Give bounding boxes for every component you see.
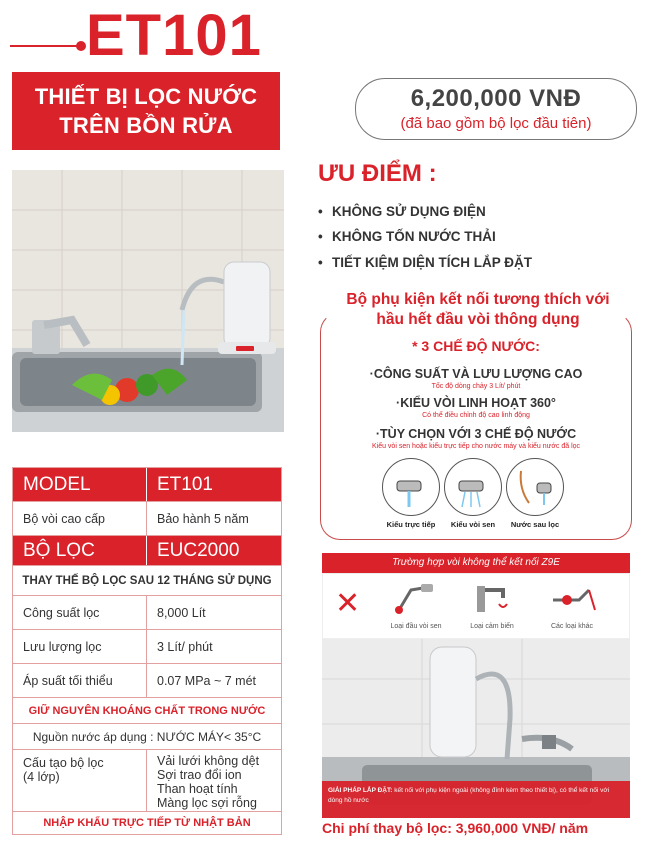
import-note: NHẬP KHẨU TRỰC TIẾP TỪ NHẬT BẢN [43, 817, 251, 829]
filtered-water-icon [506, 458, 564, 516]
product-title-box [12, 72, 280, 150]
bullet-icon: • [318, 255, 323, 270]
price-note: (đã bao gồm bộ lọc đầu tiên) [400, 115, 592, 132]
bullet-icon: • [318, 229, 323, 244]
decorative-line [10, 45, 80, 47]
filter-label: BỘ LỌC [13, 536, 147, 565]
advantages-title: ƯU ĐIỂM : [318, 160, 437, 187]
mode-name: ·TÙY CHỌN VỚI 3 CHẾ ĐỘ NƯỚC [375, 427, 577, 441]
modes-title: * 3 CHẾ ĐỘ NƯỚC: [412, 338, 540, 354]
bullet-icon: • [318, 204, 323, 219]
advantage-item [318, 204, 486, 219]
mode-name: ·KIỂU VÒI LINH HOẠT 360° [396, 396, 556, 410]
table-row [13, 468, 281, 502]
product-photo [12, 170, 284, 432]
shower-head-icon [393, 580, 437, 623]
layer-item: Than hoạt tính [157, 782, 238, 796]
warranty-value: Bảo hành 5 năm [157, 511, 249, 526]
table-row [13, 750, 281, 812]
structure-label [13, 750, 147, 811]
icon-label: Kiểu vòi sen [450, 520, 496, 529]
advantage-item [318, 255, 532, 270]
product-title-line1: THIẾT BỊ LỌC NƯỚC [34, 84, 258, 109]
cross-icon: ✕ [335, 587, 361, 620]
incompatible-icons [322, 573, 630, 639]
icon-label: Nước sau lọc [510, 520, 560, 529]
structure-label-sub: (4 lớp) [23, 770, 60, 784]
model-title: ET101 [86, 3, 262, 68]
advantage-item [318, 229, 496, 244]
mode-desc: Kiểu vòi sen hoặc kiểu trực tiếp cho nước máy và kiểu nước đã lọc [371, 443, 581, 450]
accessory-title-line2: hầu hết đầu vòi thông dụng [376, 311, 580, 328]
price-box [355, 78, 637, 140]
replace-note: THAY THẾ BỘ LỌC SAU 12 THÁNG SỬ DỤNG [22, 574, 272, 587]
solution-text: kết nối với phụ kiện ngoài (không đính kèm theo thiết bị), có thể kết nối với dòng hồ nước [328, 787, 610, 804]
accessory-title [318, 290, 638, 330]
mode-name: ·CÔNG SUẤT VÀ LƯU LƯỢNG CAO [369, 367, 583, 381]
other-faucet-icon [549, 580, 599, 623]
filter-replacement-cost: Chi phí thay bộ lọc: 3,960,000 VNĐ/ năm [322, 820, 589, 836]
product-title-line2: TRÊN BỒN RỬA [59, 113, 233, 138]
solution-label: GIẢI PHÁP LẮP ĐẶT: [328, 787, 393, 794]
table-row [13, 502, 281, 536]
table-row [13, 566, 281, 596]
sensor-faucet-icon [473, 580, 513, 623]
installation-solution [322, 781, 630, 818]
incompatible-title: Trường hợp vòi không thể kết nối Z9E [322, 553, 630, 573]
layer-item: Màng lọc sợi rỗng [157, 796, 257, 810]
faucet-label: Bộ vòi cao cấp [13, 502, 147, 535]
advantage-text: KHÔNG TỐN NƯỚC THẢI [332, 229, 496, 244]
layer-item: Vải lưới không dệt [157, 754, 260, 768]
accessory-title-line1: Bộ phụ kiện kết nối tương thích với [346, 291, 610, 308]
spec-label: Áp suất tối thiểu [13, 664, 147, 697]
filter-value: EUC2000 [157, 539, 240, 561]
spec-table [12, 467, 282, 835]
spec-label: Lưu lượng lọc [13, 630, 147, 663]
advantage-text: TIẾT KIỆM DIỆN TÍCH LẮP ĐẶT [332, 255, 533, 270]
table-row [13, 724, 281, 750]
shower-mode-icon [444, 458, 502, 516]
mineral-note: GIỮ NGUYÊN KHOÁNG CHẤT TRONG NƯỚC [28, 704, 266, 717]
direct-mode-icon [382, 458, 440, 516]
icon-label: Kiểu trực tiếp [386, 520, 436, 529]
structure-layers [147, 750, 281, 811]
structure-label-text: Cấu tạo bộ lọc [23, 756, 104, 770]
table-row [13, 596, 281, 630]
table-row [13, 812, 281, 834]
spec-value: 3 Lít/ phút [157, 639, 213, 654]
price-amount: 6,200,000 VNĐ [410, 85, 582, 112]
incompatible-section [322, 553, 630, 818]
table-row [13, 698, 281, 724]
decorative-dot [76, 41, 86, 51]
mode-desc: Có thể điều chỉnh độ cao linh động [422, 412, 530, 419]
incompatible-label: Loại đầu vòi sen [390, 623, 442, 630]
mode-desc: Tốc độ dòng chảy 3 Lít/ phút [431, 383, 521, 390]
incompatible-label: Loại cảm biến [470, 623, 514, 630]
incompatible-label: Các loại khác [550, 623, 594, 630]
table-row [13, 630, 281, 664]
spec-label: Công suất lọc [13, 596, 147, 629]
model-value: ET101 [157, 473, 213, 495]
advantage-text: KHÔNG SỬ DỤNG ĐIỆN [332, 204, 486, 219]
spec-value: 8,000 Lít [157, 605, 206, 620]
table-row [13, 536, 281, 566]
model-label: MODEL [13, 468, 147, 501]
water-source: Nguồn nước áp dụng : NƯỚC MÁY< 35°C [32, 729, 262, 744]
table-row [13, 664, 281, 698]
spec-value: 0.07 MPa ~ 7 mét [157, 673, 257, 688]
layer-item: Sợi trao đổi ion [157, 768, 242, 782]
